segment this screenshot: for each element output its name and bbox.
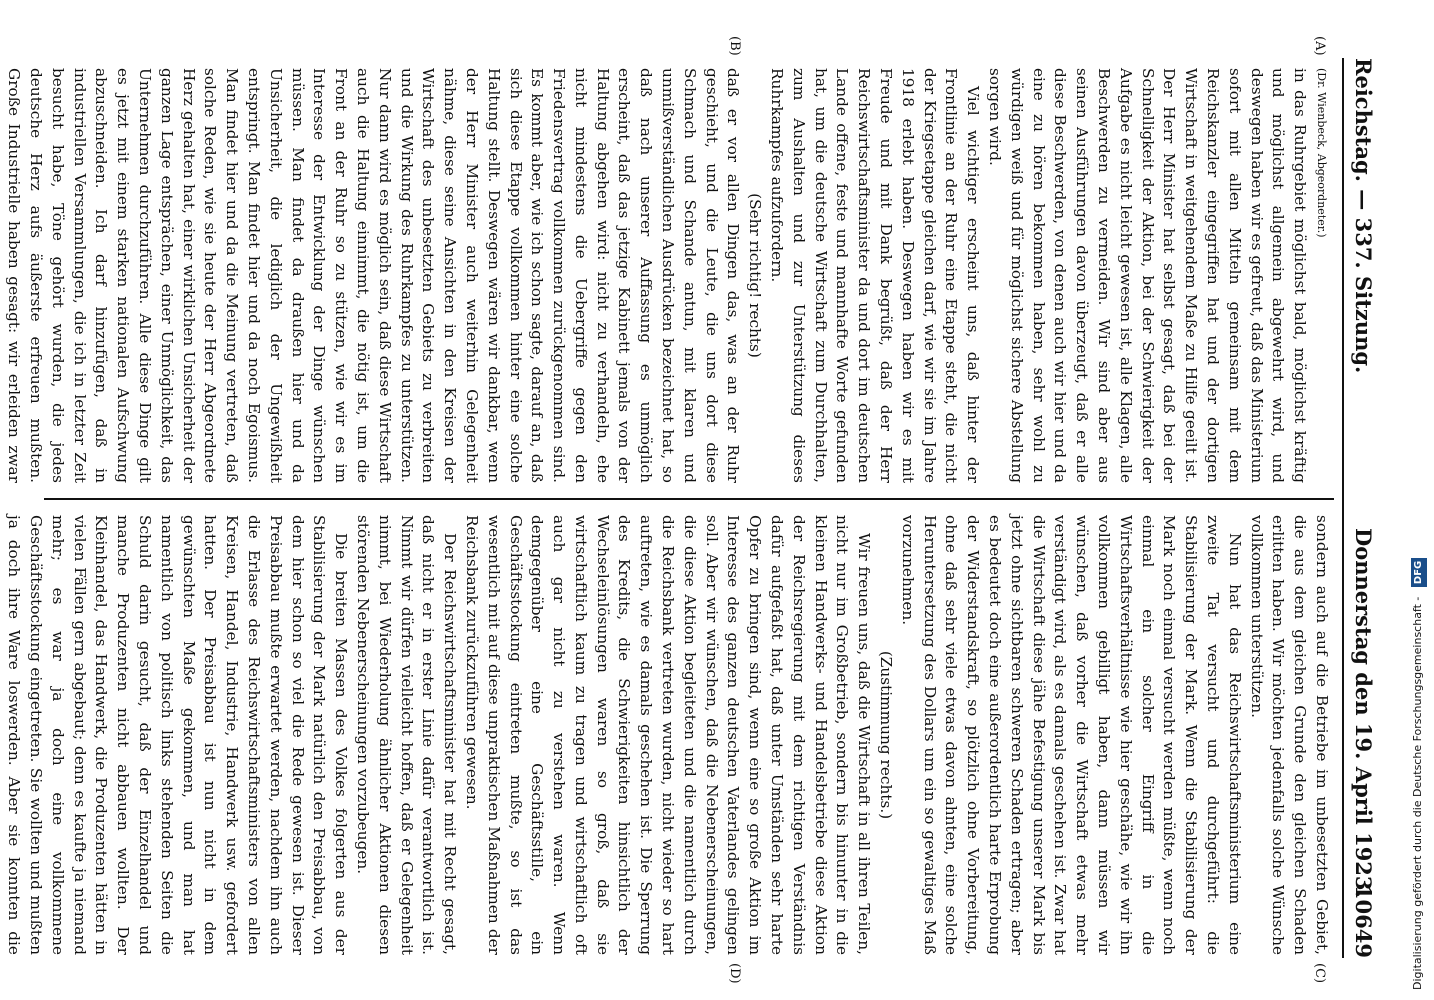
paragraph: Viel wichtiger erscheint uns, daß hinter der Frontlinie an der Ruhr eine Etappe steht, die nicht der Kriegsetappe gleichen darf, wie wir sie im Jahre 1918 erlebt haben. Deswegen haben wir es mit Freude und mit Dank begrüßt, daß der Herr Reichswirtschaftsminister da und dort im deutschen Lande offene, feste und mannhafte Worte gefunden hat, um die deutsche Wirtschaft zum Durchhalten, zum Aushalten und zur Unterstützung dieses Ruhrkampfes aufzufordern. — [768, 68, 983, 483]
interjection: (Zustimmung rechts.) — [877, 650, 896, 820]
column-right — [5, 515, 1332, 955]
header-date: Donnerstag den 19. April 1923. — [1351, 528, 1376, 898]
paragraph: Wir freuen uns, daß die Wirtschaft in all ihren Teilen, nicht nur im Großbetrieb, sondern bis hinunter in die kleinen Handwerks- und Handelsbetriebe diese Aktion der Reichsregierung mit dem richtigen Verständnis dafür aufgefaßt hat, daß unter Umständen sehr harte Opfer zu bringen sind, wenn eine so große Aktion im Interesse des ganzen deutschen Vaterlandes gelingen soll. Aber wir wünschen, daß die Nebenerscheinungen, die diese Aktion begleiteten und die namentlich durch die Reichsbank vertreten wurden, nicht wieder so hart auftreten, wie es damals geschehen ist. Die Sperrung des Kredits, die Schwierigkeiten hinsichtlich der Wechseleinlösungen waren so groß, daß sie wirtschaftlich kaum zu tragen und wirtschaftlich oft auch gar nicht zu verstehen waren. Wenn demgegenüber eine Geschäftsstille, ein Geschäftsstockung eintreten mußte, so ist das wesentlich mit auf diese unpraktischen Maßnahmen der Reichsbank zurückzuführen gewesen. — [462, 515, 874, 955]
column-left — [5, 68, 1332, 483]
column-divider — [44, 498, 1334, 500]
paragraph: Die breiten Massen des Volkes folgerten aus der Stabilisierung der Mark natürlich den Preisabbau, von dem hier schon so viel die Rede gewesen ist. Dieser Preisabbau mußte erwartet werden, nachdem ihn auch die Erlasse des Reichswirtschaftsministers von allen Kreisen, Handel, Industrie, Handwerk usw. gefordert hatten. Der Preisabbau ist nun nicht in dem gewünschten Maße gekommen, und man hat namentlich von politisch links stehenden Seiten die Schuld darin gesucht, daß der Einzelhandel und manche Produzenten nicht abbauen wollten. Der Kleinhandel, das Handwerk, die Produzenten hätten in vielen Fällen gern abgebaut; denn es kaufte ja niemand mehr; es war ja doch eine vollkommene Geschäftsstockung eingetreten. Sie wollten und mußten ja doch ihre Ware loswerden. Aber sie konnten die — [5, 515, 351, 955]
speaker-line: (Dr. Wienbeck, Abgeordneter.) — [1315, 68, 1328, 238]
page-number: 10649 — [1351, 884, 1376, 958]
margin-marker-d: (D) — [727, 963, 742, 984]
paragraph: daß er vor allen Dingen das, was an der Ruhr geschieht, und die Leute, die uns dort diese Schmach und Schande antun, mit klaren und unmißverständlichen Ausdrücken bezeichnet hat, so daß nach unserer Auffassung es unmöglich erscheint, daß das jetzige Kabinett jemals von der Haltung abgehen wird: nicht zu verhandeln, ehe nicht mindestens die Uebergriffe gegen den Friedensvertrag vollkommen zurückgenommen sind. Es kommt aber, wie ich schon sagte, darauf an, daß sich diese Etappe vollkommen hinter eine solche Haltung stellt. Deswegen wären wir dankbar, wenn der Herr Minister auch weiterhin Gelegenheit nähme, diese seine Ansichten in den Kreisen der Wirtschaft des unbesetzten Gebiets zu verbreiten und die Wirkung des Ruhrkampfes zu unterstützen. Nur dann wird es möglich sein, daß diese Wirtschaft auch die Haltung einnimmt, die nötig ist, um die Front an der Ruhr so zu stützen, wie wir es im Interesse der Entwicklung der Dinge wünschen müssen. Man findet da draußen hier und da Unsicherheit, die lediglich der Ungewißheit entspringt. Man findet hier und da noch Egoismus. Man findet hier und da die Meinung vertreten, daß solche Reden, wie sie heute der Herr Abgeordnete Herz gehalten hat, einer wirklichen Unsicherheit der ganzen Lage entsprächen, einer Unmöglichkeit, das Unternehmen durchzuführen. Alle diese Dinge gilt es jetzt mit einem starken nationalen Aufschwung abzuschneiden. Ich darf hinzufügen, daß in industriellen Versammlungen, die ich in letzter Zeit besucht habe, Töne gehört wurden, die jedes deutsche Herz aufs äußerste erfreuen mußten. Große Industrielle haben gesagt: wir erleiden zwar — [5, 68, 743, 483]
paragraph: Der Reichswirtschaftsminister hat mit Recht gesagt, daß nicht er in erster Linie dafür verantwortlich ist. Nimmt wir dürfen vielleicht hoffen, daß er Gelegenheit nimmt, bei Wiederholung ähnlicher Aktionen diesen störenden Nebenerscheinungen vorzubeugen. — [353, 515, 460, 955]
margin-marker-b: (B) — [727, 36, 742, 56]
page-header — [1342, 58, 1378, 958]
credit-text: Digitalisierung gefördert durch die Deutsche Forschungsgemeinschaft - — [1411, 596, 1424, 990]
digitization-credit — [1408, 10, 1428, 990]
paragraph: Nun hat das Reichswirtschaftsministerium eine zweite Tat versucht und durchgeführt: die Stabilisierung der Mark. Wenn die Stabilisierung der Mark noch einmal versucht werden müßte, wenn noch einmal ein solcher Eingriff in die Wirtschaftsverhältnisse wie hier geschähe, wie wir ihn vollkommen gebilligt haben, dann müssen wir wünschen, daß vorher die Wirtschaft etwas mehr verständigt wird, als es damals geschehen ist. Zwar hat die Wirtschaft diese jähe Befestigung unserer Mark bis jetzt ohne sichtbaren schweren Schaden ertragen; aber es bedeutet doch eine außerordentlich harte Erprobung der Widerstandskraft, so plötzlich ohne Vorbereitung, ohne daß sehr viele etwas davon ahnten, eine solche Heruntersetzung des Dollars um ein so gewaltiges Maß vorzunehmen. — [898, 515, 1244, 955]
paragraph: sondern auch auf die Betriebe im unbesetzten Gebiet, die aus dem gleichen Grunde den gleichen Schaden erlitten haben. Wir möchten jedenfalls solche Wünsche vollkommen unterstützen. — [1247, 515, 1331, 955]
interjection: (Sehr richtig! rechts) — [746, 193, 765, 358]
margin-marker-c: (C) — [1312, 963, 1327, 984]
credit-text-wrapper — [1410, 30, 1426, 990]
header-session: Reichstag. — 337. Sitzung. — [1351, 58, 1376, 374]
dfg-logo: DFG — [1411, 558, 1427, 587]
rotated-page — [5, 28, 1382, 984]
margin-marker-a: (A) — [1312, 36, 1327, 56]
paragraph: in das Ruhrgebiet möglichst bald, möglichst kräftig und möglichst allgemein abgewehrt wird, und deswegen haben wir es gefreut, daß das Ministerium sofort mit allen Mitteln gemeinsam mit dem Reichskanzler eingegriffen hat und der dortigen Wirtschaft in weitgehendem Maße zu Hilfe geeilt ist. Der Herr Minister hat selbst gesagt, daß bei der Schnelligkeit der Aktion, bei der Schwierigkeit der Aufgabe es nicht leicht gewesen ist, alle Klagen, alle Beschwerden zu vermeiden. Wir sind aber aus seinen Ausführungen davon überzeugt, daß er alle diese Beschwerden, von denen auch wir hier und da eine zu hören bekommen haben, sehr wohl zu würdigen weiß und für möglichst sichere Abstellung sorgen wird. — [986, 68, 1310, 483]
